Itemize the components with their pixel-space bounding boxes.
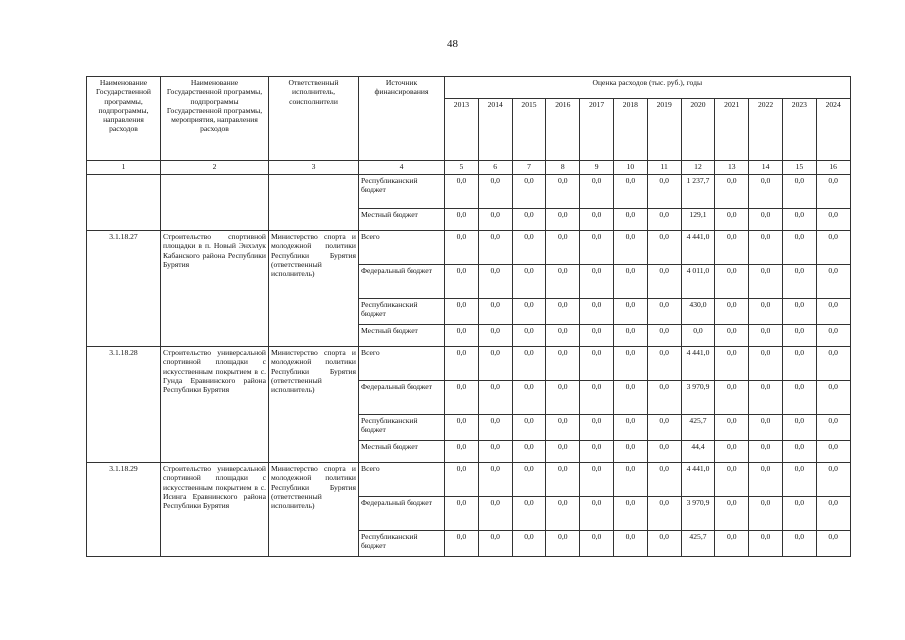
expense-value: 0,0 [715,231,749,265]
expense-value: 0,0 [782,265,816,299]
column-index: 3 [269,161,359,175]
funding-source: Местный бюджет [359,441,445,463]
event-name: Строительство универсальной спортивной площадки с искусственным покрытием в с. Гунда Еравнинского района Республики Бурятия [161,347,269,463]
expense-value: 0,0 [580,299,614,325]
expense-value: 0,0 [478,441,512,463]
column-index: 7 [512,161,546,175]
expense-value: 0,0 [445,325,479,347]
column-index: 2 [161,161,269,175]
expense-value: 0,0 [546,497,580,531]
expense-value: 0,0 [512,231,546,265]
expense-value: 0,0 [613,441,647,463]
expense-value: 0,0 [580,415,614,441]
expense-value: 0,0 [749,231,783,265]
expense-value: 0,0 [478,497,512,531]
expense-value: 4 441,0 [681,347,715,381]
expense-value: 0,0 [647,265,681,299]
expense-value: 0,0 [782,441,816,463]
expense-value: 0,0 [715,325,749,347]
expense-value: 430,0 [681,299,715,325]
page-number: 48 [447,38,458,50]
expense-value: 0,0 [478,209,512,231]
expense-value: 0,0 [647,299,681,325]
column-index: 15 [782,161,816,175]
column-index: 9 [580,161,614,175]
header-year: 2018 [613,99,647,161]
expense-value: 0,0 [512,209,546,231]
expense-value: 0,0 [445,415,479,441]
expense-value: 0,0 [512,175,546,209]
expense-value: 0,0 [613,209,647,231]
program-code: 3.1.18.29 [87,463,161,557]
funding-source: Республиканский бюджет [359,531,445,557]
expense-value: 0,0 [580,231,614,265]
expense-value: 0,0 [715,381,749,415]
executor-name: Министерство спорта и молодежной политики Республики Бурятия (ответственный исполнитель) [269,231,359,347]
funding-source: Федеральный бюджет [359,497,445,531]
expense-value: 0,0 [782,531,816,557]
expense-value: 0,0 [580,381,614,415]
expense-value: 0,0 [749,531,783,557]
expense-value: 0,0 [478,175,512,209]
expense-value: 0,0 [580,209,614,231]
expense-value: 0,0 [715,463,749,497]
expense-value: 0,0 [580,347,614,381]
header-event-name: Наименование Государственной программы, подпрограммы Государственной программы, мероприятия, направления расходов [161,77,269,161]
expense-value: 3 970,9 [681,497,715,531]
expense-value: 0,0 [580,531,614,557]
funding-source: Всего [359,231,445,265]
funding-source: Местный бюджет [359,325,445,347]
expense-value: 0,0 [613,175,647,209]
expense-value: 0,0 [816,347,850,381]
expense-value: 0,0 [613,265,647,299]
expense-value: 0,0 [445,209,479,231]
expense-value: 0,0 [749,175,783,209]
expense-value: 0,0 [647,497,681,531]
column-index-row [87,161,851,175]
expense-value: 425,7 [681,531,715,557]
header-year: 2016 [546,99,580,161]
column-index: 11 [647,161,681,175]
header-year: 2020 [681,99,715,161]
program-code: 3.1.18.28 [87,347,161,463]
event-name: Строительство спортивной площадки в п. Новый Энхэлук Кабанского района Республики Бурятия [161,231,269,347]
expense-value: 0,0 [445,175,479,209]
expense-value: 0,0 [445,299,479,325]
expense-value: 4 441,0 [681,231,715,265]
funding-source: Местный бюджет [359,209,445,231]
expense-value: 0,0 [715,531,749,557]
expense-value: 0,0 [512,497,546,531]
expense-value: 0,0 [647,381,681,415]
header-year: 2013 [445,99,479,161]
executor-name: Министерство спорта и молодежной политики Республики Бурятия (ответственный исполнитель) [269,463,359,557]
expense-value: 0,0 [681,325,715,347]
funding-source: Федеральный бюджет [359,265,445,299]
header-year: 2014 [478,99,512,161]
expense-value: 0,0 [546,415,580,441]
expense-value: 1 237,7 [681,175,715,209]
expense-value: 0,0 [478,265,512,299]
expense-value: 0,0 [647,347,681,381]
expense-value: 0,0 [782,347,816,381]
expense-value: 0,0 [647,441,681,463]
expense-value: 0,0 [647,231,681,265]
expense-value: 0,0 [546,347,580,381]
header-year: 2019 [647,99,681,161]
header-funding-source: Источник финансирования [359,77,445,161]
expense-value: 0,0 [580,175,614,209]
expense-value: 0,0 [478,381,512,415]
expense-value: 0,0 [613,381,647,415]
expense-value: 0,0 [816,531,850,557]
expense-value: 0,0 [749,209,783,231]
column-index: 10 [613,161,647,175]
expense-value: 0,0 [478,415,512,441]
expense-value: 0,0 [613,347,647,381]
program-code: 3.1.18.27 [87,231,161,347]
column-index: 4 [359,161,445,175]
expense-value: 425,7 [681,415,715,441]
expense-value: 0,0 [782,209,816,231]
expense-value: 0,0 [512,299,546,325]
expense-value: 0,0 [445,441,479,463]
expense-value: 0,0 [580,265,614,299]
column-index: 14 [749,161,783,175]
expense-value: 0,0 [715,441,749,463]
expense-value: 0,0 [512,415,546,441]
expense-value: 0,0 [478,463,512,497]
expense-value: 0,0 [782,463,816,497]
expense-value: 0,0 [816,175,850,209]
expense-value: 0,0 [613,299,647,325]
expense-value: 0,0 [816,441,850,463]
column-index: 5 [445,161,479,175]
expense-value: 0,0 [512,265,546,299]
expense-value: 0,0 [512,381,546,415]
funding-source: Всего [359,463,445,497]
header-row [87,77,851,99]
header-program-name: Наименование Государственной программы, подпрограммы, направления расходов [87,77,161,161]
expense-value: 44,4 [681,441,715,463]
expense-value: 0,0 [749,415,783,441]
program-code [87,175,161,231]
column-index: 6 [478,161,512,175]
expense-value: 3 970,9 [681,381,715,415]
expense-value: 0,0 [478,531,512,557]
table-row [87,175,851,209]
expense-value: 0,0 [647,209,681,231]
expense-value: 0,0 [749,381,783,415]
funding-source: Республиканский бюджет [359,175,445,209]
expense-value: 0,0 [512,463,546,497]
header-year: 2021 [715,99,749,161]
expense-value: 0,0 [715,209,749,231]
expense-value: 0,0 [715,175,749,209]
expense-value: 0,0 [816,463,850,497]
budget-table [86,76,851,557]
expense-value: 0,0 [613,415,647,441]
funding-source: Федеральный бюджет [359,381,445,415]
expense-value: 0,0 [715,265,749,299]
expense-value: 0,0 [647,325,681,347]
expense-value: 0,0 [782,325,816,347]
expense-value: 0,0 [782,175,816,209]
expense-value: 0,0 [478,231,512,265]
expense-value: 0,0 [546,175,580,209]
expense-value: 4 011,0 [681,265,715,299]
expense-value: 0,0 [546,265,580,299]
expense-value: 0,0 [445,347,479,381]
expense-value: 0,0 [546,231,580,265]
expense-value: 0,0 [478,325,512,347]
expense-value: 0,0 [749,265,783,299]
expense-value: 0,0 [749,497,783,531]
table-row [87,463,851,497]
expense-value: 0,0 [546,209,580,231]
expense-value: 0,0 [445,381,479,415]
column-index: 13 [715,161,749,175]
expense-value: 0,0 [782,299,816,325]
expense-value: 0,0 [782,231,816,265]
column-index: 1 [87,161,161,175]
header-year: 2017 [580,99,614,161]
expense-value: 0,0 [580,497,614,531]
expense-value: 0,0 [445,463,479,497]
expense-value: 0,0 [478,347,512,381]
executor-name: Министерство спорта и молодежной политики Республики Бурятия (ответственный исполнитель) [269,347,359,463]
expense-value: 0,0 [546,441,580,463]
column-index: 16 [816,161,850,175]
column-index: 12 [681,161,715,175]
expense-value: 0,0 [816,231,850,265]
expense-value: 0,0 [445,231,479,265]
expense-value: 0,0 [445,497,479,531]
expense-value: 0,0 [749,441,783,463]
column-index: 8 [546,161,580,175]
funding-source: Республиканский бюджет [359,415,445,441]
expense-value: 0,0 [580,463,614,497]
header-year: 2023 [782,99,816,161]
expense-value: 0,0 [546,531,580,557]
header-year: 2022 [749,99,783,161]
funding-source: Всего [359,347,445,381]
expense-value: 0,0 [816,209,850,231]
expense-value: 0,0 [512,441,546,463]
expense-value: 0,0 [749,347,783,381]
expense-value: 0,0 [715,415,749,441]
expense-value: 0,0 [749,325,783,347]
table-row [87,231,851,265]
expense-value: 0,0 [478,299,512,325]
expense-value: 0,0 [816,415,850,441]
expense-value: 0,0 [715,299,749,325]
expense-value: 0,0 [580,441,614,463]
header-year: 2015 [512,99,546,161]
expense-value: 0,0 [715,497,749,531]
expense-value: 0,0 [782,415,816,441]
expense-value: 0,0 [816,265,850,299]
expense-value: 0,0 [613,231,647,265]
executor-name [269,175,359,231]
expense-value: 129,1 [681,209,715,231]
expense-value: 0,0 [816,381,850,415]
expense-value: 0,0 [512,531,546,557]
expense-value: 0,0 [613,463,647,497]
expense-value: 0,0 [445,531,479,557]
expense-value: 0,0 [512,347,546,381]
expense-value: 0,0 [546,463,580,497]
expense-value: 0,0 [613,531,647,557]
expense-value: 0,0 [749,299,783,325]
expense-value: 0,0 [816,325,850,347]
expense-value: 0,0 [546,299,580,325]
expense-value: 0,0 [749,463,783,497]
expense-value: 0,0 [613,497,647,531]
expense-value: 0,0 [580,325,614,347]
expense-value: 0,0 [512,325,546,347]
expense-value: 0,0 [647,463,681,497]
expense-value: 0,0 [613,325,647,347]
expense-value: 0,0 [647,531,681,557]
header-expenses: Оценка расходов (тыс. руб.), годы [445,77,851,99]
expense-value: 0,0 [715,347,749,381]
expense-value: 4 441,0 [681,463,715,497]
funding-source: Республиканский бюджет [359,299,445,325]
header-executor: Ответственный исполнитель, соисполнители [269,77,359,161]
table-row [87,347,851,381]
table-body [87,175,851,557]
expense-value: 0,0 [445,265,479,299]
expense-value: 0,0 [816,497,850,531]
header-year: 2024 [816,99,850,161]
expense-value: 0,0 [816,299,850,325]
expense-value: 0,0 [546,325,580,347]
expense-value: 0,0 [782,381,816,415]
expense-value: 0,0 [782,497,816,531]
expense-value: 0,0 [647,415,681,441]
expense-value: 0,0 [647,175,681,209]
expense-value: 0,0 [546,381,580,415]
event-name [161,175,269,231]
event-name: Строительство универсальной спортивной площадки с искусственным покрытием в с. Исингa Еравнинского района Республики Бурятия [161,463,269,557]
